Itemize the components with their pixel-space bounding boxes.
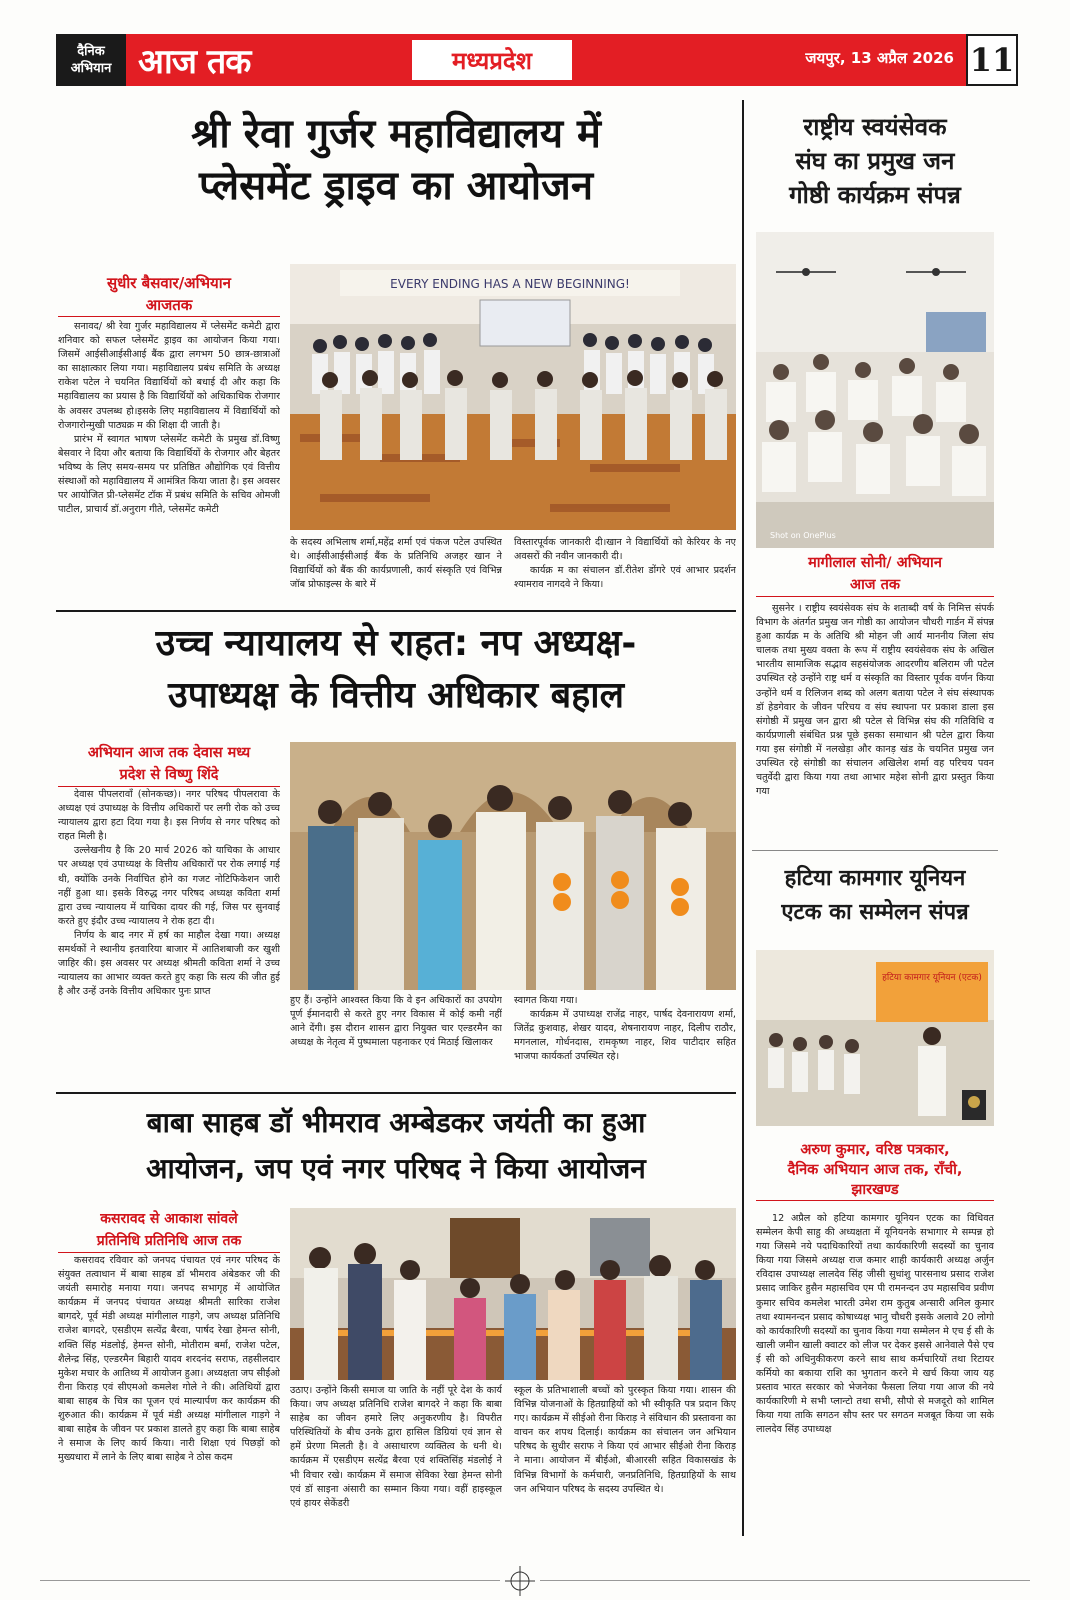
- story1-byline-line2: आजतक: [58, 294, 280, 317]
- story1-para1: सनावद/ श्री रेवा गुर्जर महाविद्यालय में प्लेसमेंट कमेटी द्वारा शनिवार को सफल प्लेसमेंट ड्राइव का आयोजन किया गया। जिसमें आईसीआईसीआई बैंक द्वारा लगभग 50 छात्र-छात्राओं का साक्षात्कार लिया गया। महाविद्यालय प्रबंध समिति के अध्यक्ष राकेश पटेल ने चयनित विद्यार्थियों को बधाई दी और कहा कि महाविद्यालय का प्रयास है कि विद्यार्थियों को अधिकाधिक रोजगार के अवसर उपलब्ध हो।इसके लिए महाविद्यालय में विद्यार्थियों को रोजगारोन्मुखी पाठ्यक्र म की शिक्षा दी जाती है।: [58, 321, 280, 431]
- section-label: मध्यप्रदेश: [451, 46, 533, 75]
- story3-col1: [58, 1254, 280, 1536]
- story1-headline-line2: प्लेसमेंट ड्राइव का आयोजन: [198, 163, 594, 209]
- right1-photo-tag: Shot on OnePlus: [770, 531, 836, 540]
- story1-col2: के सदस्य अभिलाष शर्मा,महेंद्र शर्मा एवं पंकज पटेल उपस्थित थे। आईसीआईसीआई बैंक के प्रतिनिधि अजहर खान ने विद्यार्थियों को बैंक की कार्यप्रणाली, कार्य संस्कृति एवं विभिन्न जॉब प्रोफाइल्स के बारे में: [290, 537, 502, 591]
- story3-headline: [56, 1100, 736, 1192]
- right2-byline-line1: अरुण कुमार, वरिष्ठ पत्रकार,: [800, 1142, 950, 1158]
- right1-body: [756, 602, 994, 840]
- story1-col1: [58, 320, 280, 596]
- right2-photo-banner: हटिया कामगार यूनियन (एटक): [882, 973, 982, 983]
- right1-headline-line2: संघ का प्रमुख जन: [795, 147, 955, 175]
- story2-col1: [58, 788, 280, 1086]
- story3-headline-line1: बाबा साहब डॉ भीमराव अम्बेडकर जयंती का हुआ: [146, 1106, 646, 1139]
- right1-byline-line2: आज तक: [756, 574, 994, 597]
- story1-col3: [514, 536, 736, 598]
- foot-rule-right: [540, 1580, 1030, 1581]
- brand-name: आज तक: [138, 42, 251, 82]
- right2-byline-line3: झारखण्ड: [756, 1180, 994, 1201]
- right1-divider: [752, 850, 998, 851]
- registration-mark-icon: [505, 1566, 535, 1596]
- story3-headline-line2: आयोजन, जप एवं नगर परिषद ने किया आयोजन: [146, 1152, 646, 1185]
- story1-col3-para2: कार्यक्र म का संचालन डॉ.रीतेश डोंगरे एवं आभार प्रदर्शन श्यामराव नागदवे ने किया।: [514, 565, 736, 591]
- right1-photo: [756, 232, 994, 548]
- story2-para2: उल्लेखनीय है कि 20 मार्च 2026 को याचिका के आधार पर अध्यक्ष एवं उपाध्यक्ष के वित्तीय अधिकारों पर रोक लगाई गई थी, क्योंकि उनके निर्वाचित होने का गजट नोटिफिकेशन जारी नहीं हुआ था। इसके विरुद्ध नगर परिषद अध्यक्ष कविता शर्मा द्वारा उच्च न्यायालय में याचिका दायर की गई, जिस पर सुनवाई करते हुए इंदौर उच्च न्यायालय ने रोक हटा दी।: [58, 845, 280, 927]
- masthead: [56, 34, 1018, 86]
- right2-body: [756, 1212, 994, 1536]
- masthead-bar: [56, 34, 966, 86]
- page-number: 11: [966, 34, 1018, 86]
- foot-rule-left: [40, 1580, 500, 1581]
- story1-para2: प्रारंभ में स्वागत भाषण प्लेसमेंट कमेटी के प्रमुख डॉ.विष्णु बेसवार ने दिया और बताया कि विद्यार्थियों के रोजगार और बेहतर भविष्य के लिए समय-समय पर प्रतिष्ठित औद्योगिक एवं वित्तीय संस्थाओं को महाविद्यालय में आमंत्रित किया जाता है। इस अवसर पर आयोजित प्री-प्लेसमेंट टॉक में प्रबंध समिति के सचिव ओमजी पाटील, प्राचार्य डॉ.अनुराग गीते, प्लेसमेंट कमेटी: [58, 433, 280, 516]
- story2-byline: [58, 742, 280, 787]
- right1-byline-line1: मागीलाल सोनी/ अभियान: [808, 555, 942, 571]
- right1-headline: [752, 110, 998, 212]
- brand-logo: [56, 34, 126, 86]
- story3-byline: [58, 1208, 280, 1253]
- story1-headline: [56, 108, 736, 212]
- story1-headline-line1: श्री रेवा गुर्जर महाविद्यालय में: [191, 111, 601, 157]
- edition-date: जयपुर, 13 अप्रैल 2026: [805, 49, 954, 67]
- story1-col3-para1: विस्तारपूर्वक जानकारी दी।खान ने विद्यार्थियों को केरियर के नए अवसरों की नवीन जानकारी दी।: [514, 537, 736, 563]
- story3-photo: [290, 1208, 736, 1380]
- story2-para1: देवास पीपलरावाँ (सोनकच्छ)। नगर परिषद पीपलरावा के अध्यक्ष एवं उपाध्यक्ष के वित्तीय अधिकारों पर लगी रोक को उच्च न्यायालय द्वारा हटा दिया गया है। इस निर्णय से नगर परिषद को राहत मिली है।: [58, 789, 280, 843]
- story2-col3-para2: कार्यक्रम में उपाध्यक्ष राजेंद्र नाहर, पार्षद देवनारायण शर्मा, जितेंद्र कुशवाह, शेखर यादव, शेषनारायण नाहर, दिलीप राठौर, मगनलाल, गोर्धनदास, रामकृष्ण नाहर, शिव पाटीदार सहित भाजपा कार्यकर्ता उपस्थित रहे।: [514, 1009, 736, 1063]
- right1-para: सुसनेर । राष्ट्रीय स्वयंसेवक संघ के शताब्दी वर्ष के निमित्त संपर्क विभाग के अंतर्गत प्रमुख जन गोष्ठी का आयोजन चौधरी गार्डन में संपन्न हुआ कार्यक्र म के अतिथि श्री मोहन जी आर्य माननीय जिला संघ चालक तथा मुख्य वक्ता के रूप में राष्ट्रीय स्वयंसेवक संघ के अखिल भारतीय सामाजिक सद्भाव सहसंयोजक आदरणीय बलिराम जी पटेल उपस्थित रहे उन्होंने राष्ट्र धर्म व संस्कृति का विस्तार पूर्वक वर्णन किया उन्होंने धर्म व रिलिजन शब्द को अलग बताया पटेल ने संघ संस्थापक डॉ हेडगेवार के जीवन परिचय व संघ स्थापना पर प्रकाश डाला इस संगोष्ठी में प्रमुख जन द्वारा श्री पटेल से विभिन्न संघ की गतिविधि व कार्यप्रणाली संबंधित प्रश्न पूछे इसका समाधान श्री पटेल द्वारा किया गया इस संगोष्ठी में नलखेड़ा और कानड़ खंड के चयनित प्रमुख जन उपस्थित रहे संगोष्ठी का संचालन अखिलेश शर्मा वह परिचय पवन चतुर्वेदी द्वारा किया गया तथा आभार महेश सोनी द्वारा प्रस्तुत किया गया: [756, 603, 994, 798]
- story3-para1: कसरावद रविवार को जनपद पंचायत एवं नगर परिषद के संयुक्त तत्वाधान में बाबा साहब डॉ भीमराव अंबेडकर जी की जयंती समारोह मनाया गया। जनपद सभागृह में आयोजित कार्यक्रम में जनपद पंचायत अध्यक्ष श्रीमती सारिका राजेश बागदरे, पूर्व मंडी अध्यक्ष मांगीलाल गाड़गे, जप अध्यक्ष प्रतिनिधि राजेश बागदरे, एसडीएम सत्येंद्र बैरवा, पार्षद रेखा हेमन्त सोनी, शक्ति सिंह मंडलोई, हेमन्त सोनी, मोतीराम बर्मा, राजेश पटेल, शैलेन्द्र सिंह, एल्डरमैन बिहारी यादव शरदनंद सराफ, तहसीलदार मुकेश मचार के आतिथ्य में आयोजन हुआ। अध्यक्षता जप सीईओ रीना किराड़ एवं सीएमओ कमलेश गोले ने की। अतिथियों द्वारा बाबा साहब के चित्र का पूजन एवं माल्यार्पण कर कार्यक्रम की शुरुआत की। कार्यक्रम में पूर्व मंडी अध्यक्ष मांगीलाल गाड़गे ने बाबा साहेब के जीवन पर प्रकाश डालते हुए कहा कि बाबा साहेब ने समाज के लिए कार्य किया। नारी शिक्षा एवं पिछड़ों को मुख्यधारा में लाने के लिए बाबा साहेब ने ठोस कदम: [58, 1255, 280, 1464]
- section-label-box: [412, 40, 572, 80]
- right1-headline-line1: राष्ट्रीय स्वयंसेवक: [803, 113, 947, 141]
- story1-photo: [290, 264, 736, 530]
- right2-headline-line1: हटिया कामगार यूनियन: [784, 866, 966, 891]
- right2-headline-line2: एटक का सम्मेलन संपन्न: [781, 900, 969, 925]
- story2-photo: [290, 742, 736, 990]
- story2-col3-para1: स्वागत किया गया।: [514, 995, 578, 1006]
- right1-headline-line3: गोष्ठी कार्यक्रम संपन्न: [789, 181, 961, 209]
- story2-col3: [514, 994, 736, 1084]
- right2-headline: [752, 862, 998, 930]
- story1-divider: [56, 610, 736, 612]
- right2-photo: [756, 950, 994, 1126]
- story2-byline-line2: प्रदेश से विष्णु शिंदे: [58, 764, 280, 787]
- right2-byline: [756, 1140, 994, 1201]
- story2-col2: हुए हैं। उन्होंने आश्वस्त किया कि वे इन अधिकारों का उपयोग पूर्ण ईमानदारी से करते हुए नगर विकास में कोई कमी नहीं आने देंगी। इस दौरान शासन द्वारा नियुक्त चार एल्डरमैन का अध्यक्ष के नेतृत्व में पुष्पमाला पहनाकर एवं मिठाई खिलाकर: [290, 995, 502, 1049]
- right2-byline-line2: दैनिक अभियान आज तक, राँची,: [787, 1162, 963, 1178]
- story3-col2: उठाए। उन्होंने किसी समाज या जाति के नहीं पूरे देश के कार्य किया। जप अध्यक्ष प्रतिनिधि राजेश बागदरे ने कहा कि बाबा साहेब का जीवन हमारे लिए अनुकरणीय है। विपरीत परिस्थितियों के बीच उनके द्वारा हासिल डिग्रियां एवं ज्ञान से हमें प्रेरणा मिलती है। वे असाधारण व्यक्तित्व के धनी थे। कार्यक्रम में एसडीएम सत्येंद्र बैरवा एवं शक्तिसिंह मंडलोई ने भी विचार रखे। कार्यक्रम में समाज सेविका रेखा हेमन्त सोनी एवं डॉ साइना अंसारी का सम्मान किया गया। वहीं हाइस्कूल एवं हायर सेकेंडरी: [290, 1385, 502, 1509]
- story3-col3: स्कूल के प्रतिभाशाली बच्चों को पुरस्कृत किया गया। शासन की विभिन्न योजनाओं के हितग्राहियों को भी स्वीकृति पत्र प्रदान किए गए। कार्यक्रम में सीईओ रीना किराड़ ने संविधान की प्रस्तावना का वाचन कर शपथ दिलाई। कार्यक्रम का संचालन जन अभियान परिषद के सुधीर सराफ ने किया एवं आभार सीईओ रीना किराड़ ने माना। आयोजन में बीईओ, बीआरसी सहित विकासखंड के विभिन्न विभागों के कर्मचारी, जनप्रतिनिधि, हितग्राहियों के साथ जन अभियान परिषद के सदस्य उपस्थित थे।: [514, 1385, 736, 1495]
- column-divider: [742, 100, 744, 1536]
- story2-para3: निर्णय के बाद नगर में हर्ष का माहौल देखा गया। अध्यक्ष समर्थकों ने स्थानीय इतवारिया बाजार में आतिशबाजी कर खुशी जाहिर की। इस अवसर पर अध्यक्ष श्रीमती कविता शर्मा ने उच्च न्यायालय का आभार व्यक्त करते हुए कहा कि सत्य की जीत हुई है और उन्हें उनके वित्तीय अधिकार पुनः प्राप्त: [58, 929, 280, 998]
- brand-line2: अभियान: [70, 61, 112, 76]
- right1-byline: [756, 552, 994, 597]
- story3-byline-line2: प्रतिनिधि प्रतिनिधि आज तक: [58, 1230, 280, 1253]
- right2-para: 12 अप्रैल को हटिया कामगार यूनियन एटक का विधिवत सम्मेलन केपी साहु की अध्यक्षता में यूनियनके सभागार मे सम्पन्न हो गया जिसमे नये पदाधिकारियों तथा कार्यकारिणी सदस्यों का चुनाव किया गया जिसमे अध्यक्ष राज कमार शाही कार्यकारी अध्यक्ष अर्जुन रविदास उपाध्यक्ष लालदेव सिंह जीसी सुधांशु पारसनाथ प्रसाद राजेश प्रसाद जाकिर हुसैन महासचिव एम पी रामनन्दन उप महासचिव प्रवीण कुमार सचिव कमलेश भारती उमेश राम कुतुब अन्सारी अनिल कुमार तथा श्यामनन्दन प्रसाद कोषाध्यक्ष भानु चौधरी इसके अलावे 20 लोगो को कार्यकारिणी सदस्यों का चुनाव किया गया सम्मेलन मे एच ई सी के खाली जमीन खाली क्वाटर को लीज पर देकर इससे आनेवाले पैसे एच ई सी को अधिनुकीकरण करने साथ साथ कर्मचारियों तथा रिटायर कर्मियो का बकाया राशि का भुगतान करने मे खर्च किया जाय यह प्रस्ताव भारत सरकार को भेजनेका फैसला लिया गया आज की नये कार्यकारिणी मे सभी प्लान्टो तथा सभी, सौपो से मजदूरो को शामिल किया गया ताकि सगठन सौप स्तर पर सगठन मजबूत किया जा सके लालदेव सिंह उपाध्यक्ष: [756, 1213, 994, 1436]
- story1-byline-line1: सुधीर बैसवार/अभियान: [107, 274, 231, 292]
- story1-byline: [58, 272, 280, 317]
- story2-divider: [56, 1092, 736, 1094]
- story3-byline-line1: कसरावद से आकाश सांवले: [100, 1211, 238, 1227]
- story2-headline-line1: उच्च न्यायालय से राहत: नप अध्यक्ष-: [155, 623, 637, 664]
- story2-headline: [56, 618, 736, 722]
- brand-line1: दैनिक: [77, 44, 105, 59]
- story2-headline-line2: उपाध्यक्ष के वित्तीय अधिकार बहाल: [168, 675, 624, 716]
- story2-byline-line1: अभियान आज तक देवास मध्य: [87, 745, 251, 761]
- story1-banner: EVERY ENDING HAS A NEW BEGINNING!: [390, 277, 630, 291]
